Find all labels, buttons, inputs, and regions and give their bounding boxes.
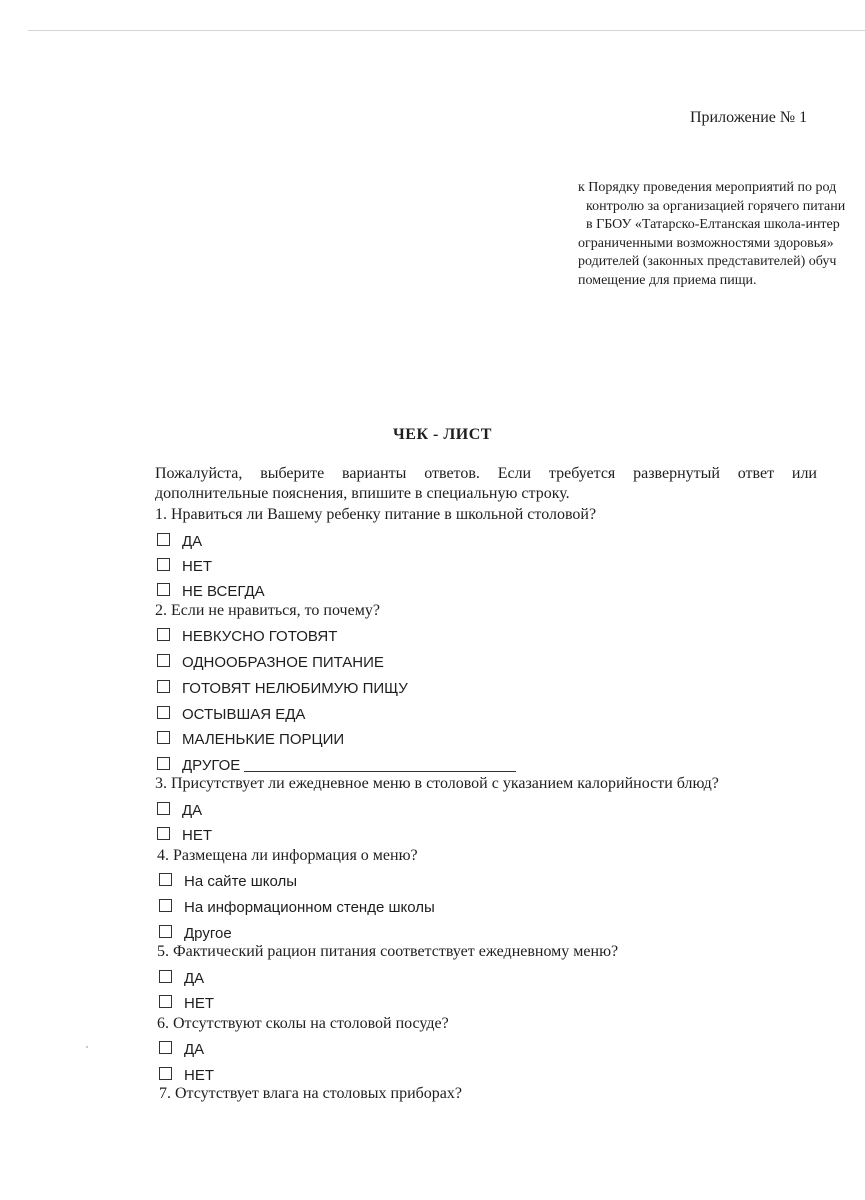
option-label: НЕ ВСЕГДА: [182, 583, 265, 600]
order-line: помещение для приема пищи.: [578, 272, 757, 288]
option-q6-net[interactable]: [159, 1067, 214, 1084]
question-5: 5. Фактический рацион питания соответствует ежедневному меню?: [157, 943, 619, 960]
checkbox[interactable]: [157, 706, 170, 719]
option-label: ДРУГОЕ: [182, 757, 241, 774]
checkbox[interactable]: [157, 654, 170, 667]
checkbox[interactable]: [159, 925, 172, 938]
checkbox[interactable]: [157, 802, 170, 815]
checkbox[interactable]: [157, 680, 170, 693]
checkbox[interactable]: [159, 1067, 172, 1080]
option-label: ДА: [182, 802, 203, 819]
option-label: НЕВКУСНО ГОТОВЯТ: [182, 628, 338, 645]
option-q4-site[interactable]: [159, 873, 297, 890]
checkbox[interactable]: [157, 827, 170, 840]
scan-speck: [86, 1046, 88, 1048]
option-label: НЕТ: [184, 995, 214, 1012]
intro-text: [155, 464, 817, 504]
question-4: 4. Размещена ли информация о меню?: [157, 847, 418, 864]
intro-line: дополнительные пояснения, впишите в специальную строку.: [155, 485, 570, 502]
checkbox[interactable]: [157, 558, 170, 571]
order-reference: [578, 179, 865, 290]
option-label: НЕТ: [182, 558, 212, 575]
option-q3-da[interactable]: [157, 802, 202, 819]
question-3: 3. Присутствует ли ежедневное меню в столовой с указанием калорийности блюд?: [155, 775, 719, 792]
checkbox[interactable]: [157, 583, 170, 596]
write-in-line[interactable]: [244, 759, 516, 772]
question-1: 1. Нравиться ли Вашему ребенку питание в школьной столовой?: [155, 506, 597, 523]
option-q2-nelyubimuyu[interactable]: [157, 680, 408, 697]
option-q1-ne-vsegda[interactable]: [157, 583, 265, 600]
intro-line: Пожалуйста, выберите варианты ответов. Если требуется развернутый ответ или: [155, 465, 817, 482]
option-q2-nevkusno[interactable]: [157, 628, 337, 645]
page-top-edge: [28, 30, 865, 31]
question-7: 7. Отсутствует влага на столовых приборах?: [159, 1085, 462, 1102]
option-q2-ostyvshaya[interactable]: [157, 706, 305, 723]
option-label: ДА: [184, 1041, 205, 1058]
checkbox[interactable]: [159, 970, 172, 983]
page-title: ЧЕК - ЛИСТ: [393, 426, 492, 443]
order-line: к Порядку проведения мероприятий по род: [578, 180, 837, 195]
option-q5-da[interactable]: [159, 970, 204, 987]
option-q1-net[interactable]: [157, 558, 212, 575]
option-q5-net[interactable]: [159, 995, 214, 1012]
checkbox[interactable]: [157, 533, 170, 546]
question-2: 2. Если не нравиться, то почему?: [155, 602, 380, 619]
option-label: ОСТЫВШАЯ ЕДА: [182, 706, 306, 723]
option-label: ДА: [184, 970, 205, 987]
option-label: На информационном стенде школы: [184, 899, 435, 916]
option-q4-drugoe[interactable]: [159, 925, 232, 942]
order-line: родителей (законных представителей) обуч: [578, 254, 837, 269]
question-6: 6. Отсутствуют сколы на столовой посуде?: [157, 1015, 449, 1032]
option-q3-net[interactable]: [157, 827, 212, 844]
checkbox[interactable]: [157, 731, 170, 744]
option-label: ГОТОВЯТ НЕЛЮБИМУЮ ПИЩУ: [182, 680, 408, 697]
checkbox[interactable]: [159, 1041, 172, 1054]
checkbox[interactable]: [157, 757, 170, 770]
option-q6-da[interactable]: [159, 1041, 204, 1058]
option-label: ОДНООБРАЗНОЕ ПИТАНИЕ: [182, 654, 384, 671]
checkbox[interactable]: [159, 995, 172, 1008]
order-line: ограниченными возможностями здоровья»: [578, 235, 834, 251]
option-label: Другое: [184, 925, 232, 942]
checkbox[interactable]: [157, 628, 170, 641]
option-q1-da[interactable]: [157, 533, 202, 550]
checkbox[interactable]: [159, 899, 172, 912]
appendix-label: Приложение № 1: [690, 109, 808, 126]
option-label: На сайте школы: [184, 873, 298, 890]
option-q2-drugoe[interactable]: [157, 757, 516, 774]
order-line: контролю за организацией горячего питани: [586, 198, 846, 214]
option-q2-odnoobraznoe[interactable]: [157, 654, 384, 671]
option-q2-malenkie[interactable]: [157, 731, 344, 748]
option-label: ДА: [182, 533, 203, 550]
option-label: НЕТ: [184, 1067, 214, 1084]
option-label: МАЛЕНЬКИЕ ПОРЦИИ: [182, 731, 345, 748]
checkbox[interactable]: [159, 873, 172, 886]
order-line: в ГБОУ «Татарско-Елтанская школа-интер: [586, 217, 840, 232]
option-label: НЕТ: [182, 827, 212, 844]
option-q4-stand[interactable]: [159, 899, 435, 916]
